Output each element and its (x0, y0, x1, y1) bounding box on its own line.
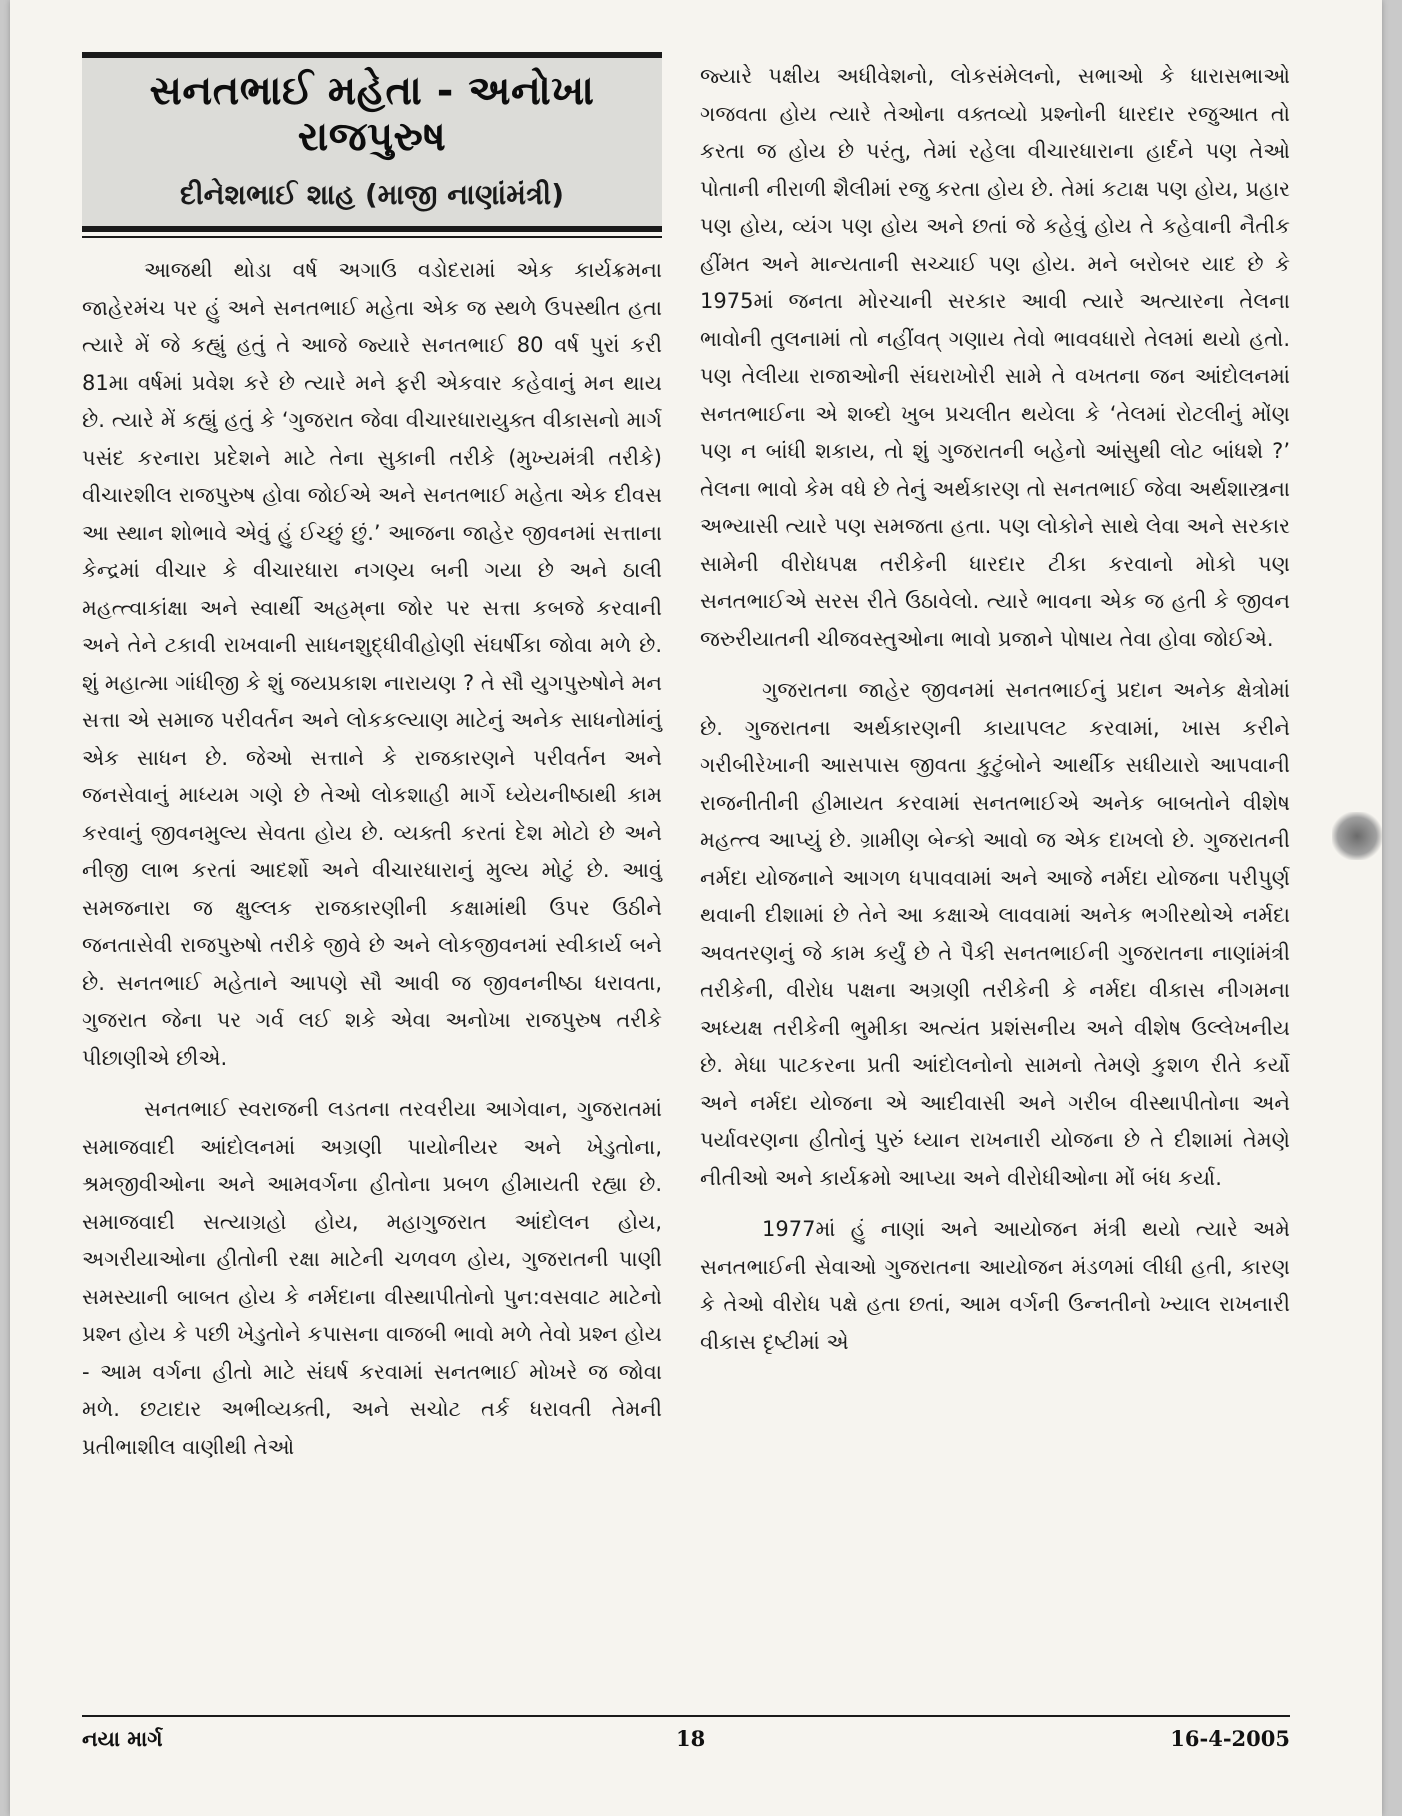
newspaper-page (10, 0, 1382, 1816)
article-header (82, 58, 662, 226)
punch-hole-mark (1332, 812, 1382, 860)
article-author: દીનેશભાઈ શાહ (માજી નાણાંમંત્રી) (179, 178, 564, 211)
article-title: સનતભાઈ મહેતા - અનોખા રાજપુરુષ (149, 68, 595, 160)
header-rule-bottom (82, 226, 662, 232)
paragraph-2: સનતભાઈ સ્વરાજની લડતના તરવરીયા આગેવાન, ગુજરાતમાં સમાજવાદી આંદોલનમાં અગ્રણી પાયોનીયર અને ખેડુતોના, શ્રમજીવીઓના અને આમવર્ગના હીતોના પ્રબળ હીમાયતી રહ્યા છે. સમાજવાદી સત્યાગ્રહો હોય, મહાગુજરાત આંદોલન હોય, અગરીયાઓના હીતોની રક્ષા માટેની ચળવળ હોય, ગુજરાતની પાણી સમસ્યાની બાબત હોય કે નર્મદાના વીસ્થાપીતોનો પુન:વસવાટ માટેનો પ્રશ્ન હોય કે પછી ખેડુતોને કપાસના વાજબી ભાવો મળે તેવો પ્રશ્ન હોય - આમ વર્ગના હીતો માટે સંઘર્ષ કરવામાં સનતભાઈ મોખરે જ જોવા મળે. છટાદાર અભીવ્યક્તી, અને સચોટ તર્ક ધરાવતી તેમની પ્રતીભાશીલ વાણીથી તેઓ (82, 1097, 662, 1459)
paragraph-4: 1977માં હું નાણાં અને આયોજન મંત્રી થયો ત્યારે અમે સનતભાઈની સેવાઓ ગુજરાતના આયોજન મંડળમાં લીધી હતી, કારણ કે તેઓ વીરોધ પક્ષે હતા છતાં, આમ વર્ગની ઉન્નતીનો ખ્યાલ રાખનારી વીકાસ દૃષ્ટીમાં એ (700, 1217, 1290, 1354)
page-number: 18 (676, 1726, 706, 1751)
issue-date: 16-4-2005 (1170, 1726, 1290, 1751)
left-column (82, 52, 662, 1466)
paragraph-1: આજથી થોડા વર્ષ અગાઉ વડોદરામાં એક કાર્યક્રમના જાહેરમંચ પર હું અને સનતભાઈ મહેતા એક જ સ્થળે ઉપસ્થીત હતા ત્યારે મેં જે કહ્યું હતું તે આજે જ્યારે સનતભાઈ 80 વર્ષ પુરાં કરી 81મા વર્ષમાં પ્રવેશ કરે છે ત્યારે મને ફરી એકવાર કહેવાનું મન થાય છે. ત્યારે મેં કહ્યું હતું કે ‘ગુજરાત જેવા વીચારધારાયુક્ત વીકાસનો માર્ગ પસંદ કરનારા પ્રદેશને માટે તેના સુકાની તરીકે (મુખ્યમંત્રી તરીકે) વીચારશીલ રાજપુરુષ હોવા જોઈએ અને સનતભાઈ મહેતા એક દીવસ આ સ્થાન શોભાવે એવું હું ઈચ્છું છું.’ આજના જાહેર જીવનમાં સત્તાના કેન્દ્રમાં વીચાર કે વીચારધારા નગણ્ય બની ગયા છે અને ઠાલી મહત્ત્વાકાંક્ષા અને સ્વાર્થી અહમ્‌ના જોર પર સત્તા કબજે કરવાની અને તેને ટકાવી રાખવાની સાધનશુદ્ધીવીહોણી સંઘર્ષીકા જોવા મળે છે. શું મહાત્મા ગાંધીજી કે શું જયપ્રકાશ નારાયણ ? તે સૌ યુગપુરુષોને મન સત્તા એ સમાજ પરીવર્તન અને લોકકલ્યાણ માટેનું અનેક સાધનોમાંનું એક સાધન છે. જેઓ સત્તાને કે રાજકારણને પરીવર્તન અને જનસેવાનું માધ્યમ ગણે છે તેઓ લોકશાહી માર્ગે ધ્યેયનીષ્ઠાથી કામ કરવાનું જીવનમુલ્ય સેવતા હોય છે. વ્યક્તી કરતાં દેશ મોટો છે અને નીજી લાભ કરતાં આદર્શો અને વીચારધારાનું મુલ્ય મોટું છે. આવું સમજનારા જ ક્ષુલ્લક રાજકારણીની કક્ષામાંથી ઉપર ઉઠીને જનતાસેવી રાજપુરુષો તરીકે જીવે છે અને લોકજીવનમાં સ્વીકાર્ય બને છે. સનતભાઈ મહેતાને આપણે સૌ આવી જ જીવનનીષ્ઠા ધરાવતા, ગુજરાત જેના પર ગર્વ લઈ શકે એવા અનોખા રાજપુરુષ તરીકે પીછાણીએ છીએ. (82, 258, 662, 1070)
publication-name: નયા માર્ગ (82, 1726, 163, 1751)
paragraph-2-continued: જ્યારે પક્ષીય અધીવેશનો, લોકસંમેલનો, સભાઓ કે ધારાસભાઓ ગજવતા હોય ત્યારે તેઓના વક્તવ્યો પ્રશ્નોની ધારદાર રજુઆત તો કરતા જ હોય છે પરંતુ, તેમાં રહેલા વીચારધારાના હાર્દને પણ તેઓ પોતાની નીરાળી શૈલીમાં રજુ કરતા હોય છે. તેમાં કટાક્ષ પણ હોય, પ્રહાર પણ હોય, વ્યંગ પણ હોય અને છતાં જે કહેવું હોય તે કહેવાની નૈતીક હીંમત અને માન્યતાની સચ્ચાઈ પણ હોય. મને બરોબર યાદ છે કે 1975માં જનતા મોરચાની સરકાર આવી ત્યારે અત્યારના તેલના ભાવોની તુલનામાં તો નહીંવત્ ગણાય તેવો ભાવવધારો તેલમાં થયો હતો. પણ તેલીયા રાજાઓની સંઘરાખોરી સામે તે વખતના જન આંદોલનમાં સનતભાઈના એ શબ્દો ખુબ પ્રચલીત થયેલા કે ‘તેલમાં રોટલીનું મોંણ પણ ન બાંધી શકાય, તો શું ગુજરાતની બહેનો આંસુથી લોટ બાંધશે ?’ તેલના ભાવો કેમ વધે છે તેનું અર્થકારણ તો સનતભાઈ જેવા અર્થશાસ્ત્રના અભ્યાસી ત્યારે પણ સમજતા હતા. પણ લોકોને સાથે લેવા અને સરકાર સામેની વીરોધપક્ષ તરીકેની ધારદાર ટીકા કરવાનો મોકો પણ સનતભાઈએ સરસ રીતે ઉઠાવેલો. ત્યારે ભાવના એક જ હતી કે જીવન જરુરીયાતની ચીજવસ્તુઓના ભાવો પ્રજાને પોષાય તેવા હોવા જોઈએ. (700, 64, 1290, 651)
header-rule-thin (82, 236, 662, 238)
footer-rule (82, 1715, 1290, 1717)
paragraph-3: ગુજરાતના જાહેર જીવનમાં સનતભાઈનું પ્રદાન અનેક ક્ષેત્રોમાં છે. ગુજરાતના અર્થકારણની કાયાપલટ કરવામાં, ખાસ કરીને ગરીબીરેખાની આસપાસ જીવતા કુટુંબોને આર્થીક સધીયારો આપવાની રાજનીતીની હીમાયત કરવામાં સનતભાઈએ અનેક બાબતોને વીશેષ મહત્ત્વ આપ્યું છે. ગ્રામીણ બેન્કો આવો જ એક દાખલો છે. ગુજરાતની નર્મદા યોજનાને આગળ ધપાવવામાં અને આજે નર્મદા યોજના પરીપુર્ણ થવાની દીશામાં છે તેને આ કક્ષાએ લાવવામાં અનેક ભગીરથોએ નર્મદા અવતરણનું જે કામ કર્યું છે તે પૈકી સનતભાઈની ગુજરાતના નાણાંમંત્રી તરીકેની, વીરોધ પક્ષના અગ્રણી તરીકેની કે નર્મદા વીકાસ નીગમના અધ્યક્ષ તરીકેની ભુમીકા અત્યંત પ્રશંસનીય અને વીશેષ ઉલ્લેખનીય છે. મેધા પાટકરના પ્રતી આંદોલનોનો સામનો તેમણે કુશળ રીતે કર્યો અને નર્મદા યોજના એ આદીવાસી અને ગરીબ વીસ્થાપીતોના અને પર્યાવરણના હીતોનું પુરું ધ્યાન રાખનારી યોજના છે તે દીશામાં તેમણે નીતીઓ અને કાર્યક્રમો આપ્યા અને વીરોધીઓના મોં બંધ કર્યા. (700, 678, 1290, 1190)
right-column (700, 58, 1290, 1361)
